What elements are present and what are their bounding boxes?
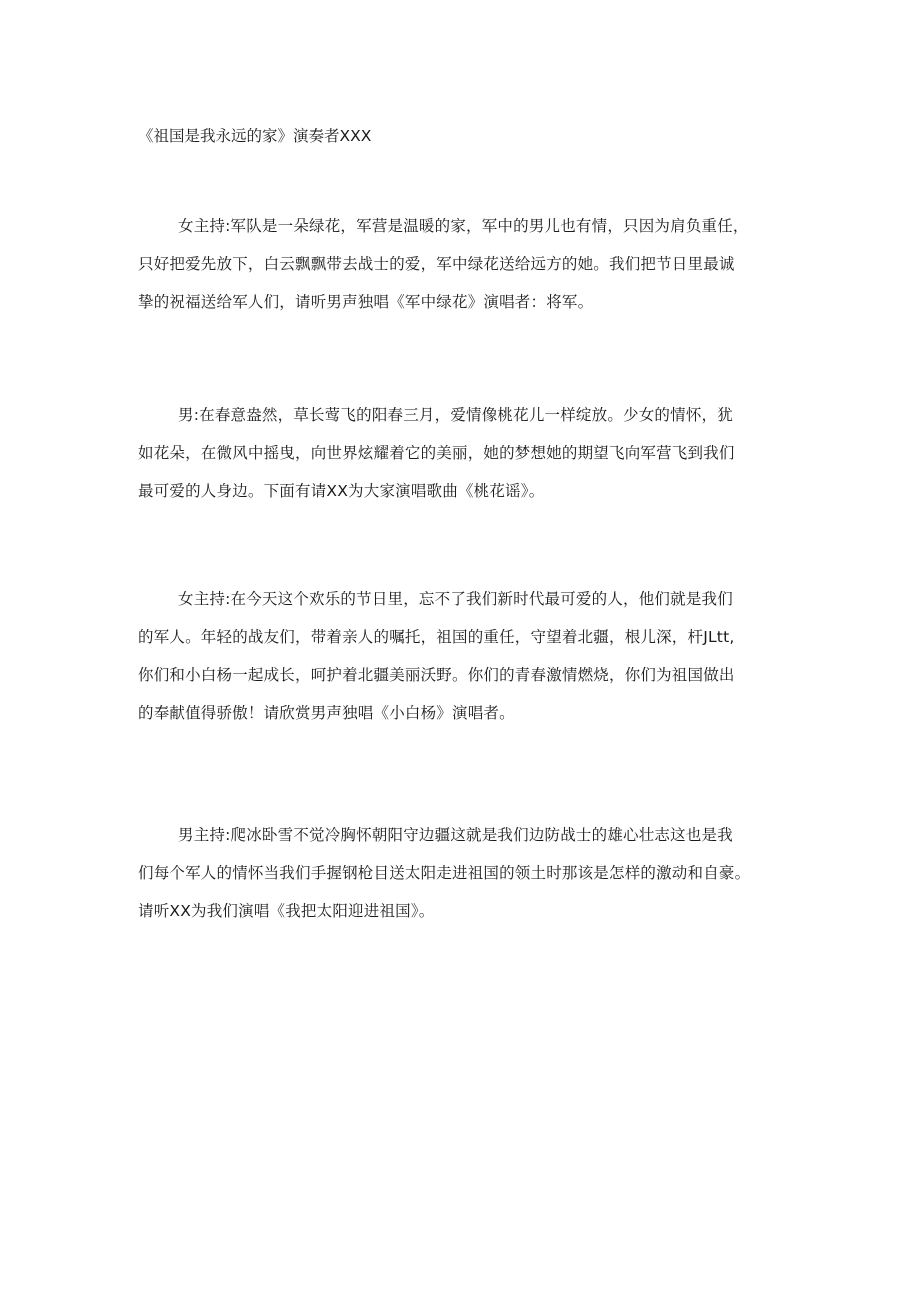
paragraph-line: 的奉献值得骄傲！请欣赏男声独唱《小白杨》演唱者。: [138, 704, 515, 722]
paragraph-male-host-1: [138, 816, 802, 930]
paragraph-line: 男:在春意盎然，草长莺飞的阳春三月，爱情像桃花儿一样绽放。少女的情怀，犹: [178, 406, 733, 424]
paragraph-line: 只好把爱先放下，白云飘飘带去战士的爱，军中绿花送给远方的她。我们把节日里最诚: [138, 255, 735, 273]
paragraph-line: 请听XX为我们演唱《我把太阳迎进祖国》。: [138, 902, 435, 920]
paragraph-line: 男主持:爬冰卧雪不觉冷胸怀朝阳守边疆这就是我们边防战士的雄心壮志这也是我: [178, 826, 733, 844]
paragraph-female-host-1: [138, 207, 802, 321]
paragraph-line: 女主持:军队是一朵绿花，军营是温暖的家，军中的男儿也有情，只因为肩负重任，: [178, 217, 749, 235]
paragraph-line: 的军人。年轻的战友们，带着亲人的嘱托，祖国的重任，守望着北疆，根儿深，杆JLtt,: [138, 628, 735, 646]
paragraph-line: 挚的祝福送给军人们，请听男声独唱《军中绿花》演唱者：将军。: [138, 293, 594, 311]
paragraph-line: 们每个军人的情怀当我们手握钢枪目送太阳走进祖国的领土时那该是怎样的激动和自豪。: [138, 864, 751, 882]
paragraph-line: 你们和小白杨一起成长，呵护着北疆美丽沃野。你们的青春激情燃烧，你们为祖国做出: [138, 666, 735, 684]
document-title: 《祖国是我永远的家》演奏者XXX: [138, 127, 372, 145]
paragraph-line: 如花朵，在微风中摇曳，向世界炫耀着它的美丽，她的梦想她的期望飞向军营飞到我们: [138, 444, 735, 462]
paragraph-female-host-2: [138, 580, 802, 732]
paragraph-line: 女主持:在今天这个欢乐的节日里，忘不了我们新时代最可爱的人，他们就是我们: [178, 590, 733, 608]
paragraph-line: 最可爱的人身边。下面有请XX为大家演唱歌曲《桃花谣》。: [138, 482, 545, 500]
paragraph-male-1: [138, 396, 802, 510]
